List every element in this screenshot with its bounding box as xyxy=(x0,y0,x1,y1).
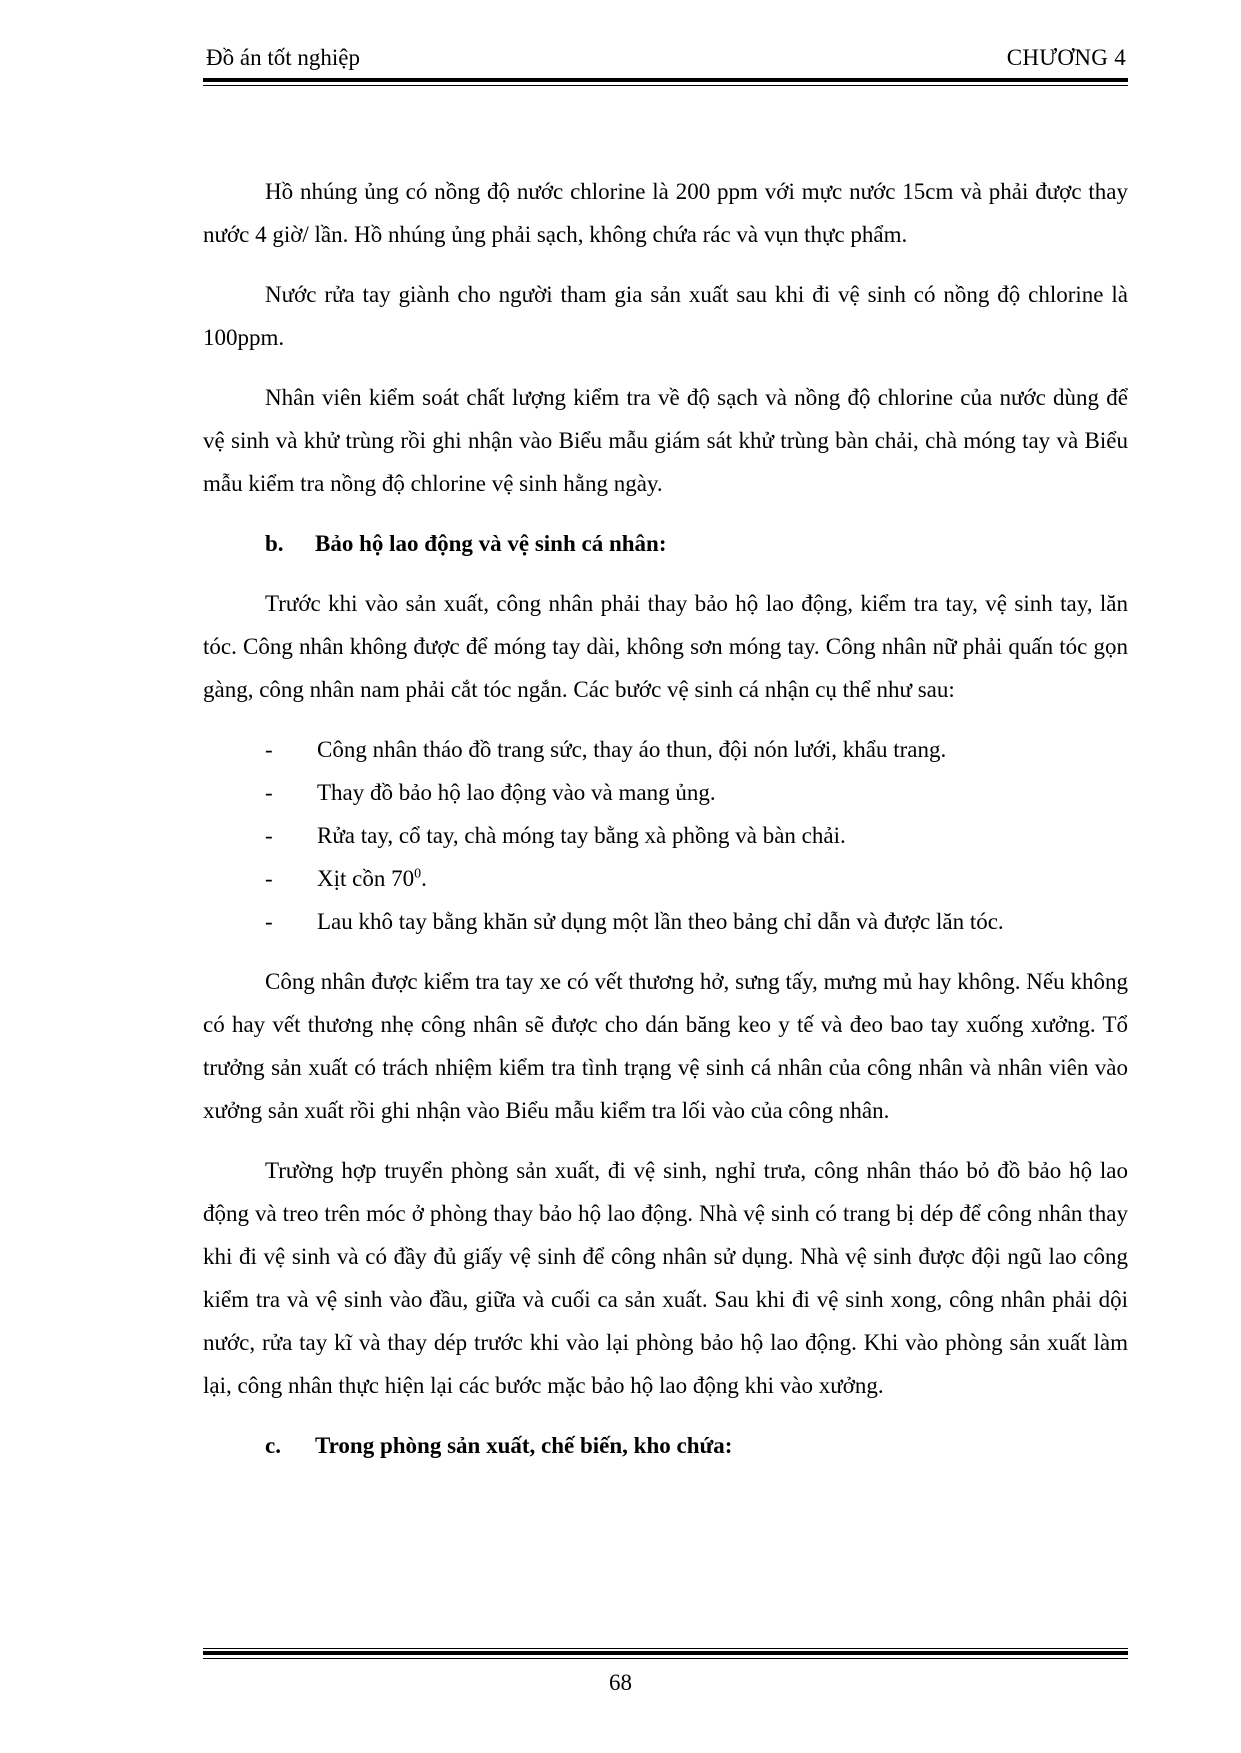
paragraph-6: Trường hợp truyển phòng sản xuất, đi vệ sinh, nghỉ trưa, công nhân tháo bỏ đồ bảo hộ lao động và treo trên móc ở phòng thay bảo hộ lao động. Nhà vệ sinh có trang bị dép để công nhân thay khi đi vệ sinh và có đầy đủ giấy vệ sinh để công nhân sử dụng. Nhà vệ sinh được đội ngũ lao công kiểm tra và vệ sinh vào đầu, giữa và cuối ca sản xuất. Sau khi đi vệ sinh xong, công nhân phải dội nước, rửa tay kĩ và thay dép trước khi vào lại phòng bảo hộ lao động. Khi vào phòng sản xuất làm lại, công nhân thực hiện lại các bước mặc bảo hộ lao động khi vào xưởng. xyxy=(203,1158,1128,1398)
section-title-b: Bảo hộ lao động và vệ sinh cá nhân: xyxy=(315,531,667,556)
header-rule-thin xyxy=(203,85,1128,86)
list-item: - Xịt cồn $70^0$. xyxy=(265,866,427,891)
section-heading-c xyxy=(203,1424,1128,1467)
paragraph-1: Hồ nhúng ủng có nồng độ nước chlorine là 200 ppm với mực nước 15cm và phải được thay nước 4 giờ/ lần. Hồ nhúng ủng phải sạch, không chứa rác và vụn thực phẩm. xyxy=(203,179,1128,247)
paragraph-5: Công nhân được kiểm tra tay xe có vết thương hở, sưng tấy, mưng mủ hay không. Nếu không có hay vết thương nhẹ công nhân sẽ được cho dán băng keo y tế và đeo bao tay xuống xưởng. Tổ trưởng sản xuất có trách nhiệm kiểm tra tình trạng vệ sinh cá nhân của công nhân và nhân viên vào xưởng sản xuất rồi ghi nhận vào Biểu mẫu kiểm tra lối vào của công nhân. xyxy=(203,969,1128,1123)
list-item: - Thay đồ bảo hộ lao động vào và mang ủng. xyxy=(265,780,716,805)
list-item: - Lau khô tay bằng khăn sử dụng một lần theo bảng chỉ dẫn và được lăn tóc. xyxy=(265,909,1004,934)
page-number: 68 xyxy=(609,1670,632,1695)
paragraph-2: Nước rửa tay giành cho người tham gia sản xuất sau khi đi vệ sinh có nồng độ chlorine là 100ppm. xyxy=(203,282,1128,350)
list-item: - Rửa tay, cổ tay, chà móng tay bằng xà phồng và bàn chải. xyxy=(265,823,846,848)
page-content xyxy=(203,170,1128,1467)
header-chapter: CHƯƠNG 4 xyxy=(1006,45,1126,70)
section-label-b: b. xyxy=(265,531,284,556)
list-item: - Công nhân tháo đồ trang sức, thay áo thun, đội nón lưới, khẩu trang. xyxy=(265,737,947,762)
footer-rule xyxy=(203,1648,1128,1660)
paragraph-4: Trước khi vào sản xuất, công nhân phải thay bảo hộ lao động, kiểm tra tay, vệ sinh tay, lăn tóc. Công nhân không được để móng tay dài, không sơn móng tay. Công nhân nữ phải quấn tóc gọn gàng, công nhân nam phải cắt tóc ngắn. Các bước vệ sinh cá nhận cụ thể như sau: xyxy=(203,591,1128,702)
section-label-c: c. xyxy=(265,1433,281,1458)
paragraph-3: Nhân viên kiểm soát chất lượng kiểm tra về độ sạch và nồng độ chlorine của nước dùng để vệ sinh và khử trùng rồi ghi nhận vào Biểu mẫu giám sát khử trùng bàn chải, chà móng tay và Biểu mẫu kiểm tra nồng độ chlorine vệ sinh hằng ngày. xyxy=(203,385,1128,496)
header-title: Đồ án tốt nghiệp xyxy=(206,45,360,70)
section-title-c: Trong phòng sản xuất, chế biến, kho chứa: xyxy=(315,1433,733,1458)
degree-superscript: 0 xyxy=(414,866,422,882)
header-rule-thick xyxy=(203,78,1128,82)
section-heading-b xyxy=(203,522,1128,565)
hygiene-steps-list xyxy=(203,728,1128,943)
